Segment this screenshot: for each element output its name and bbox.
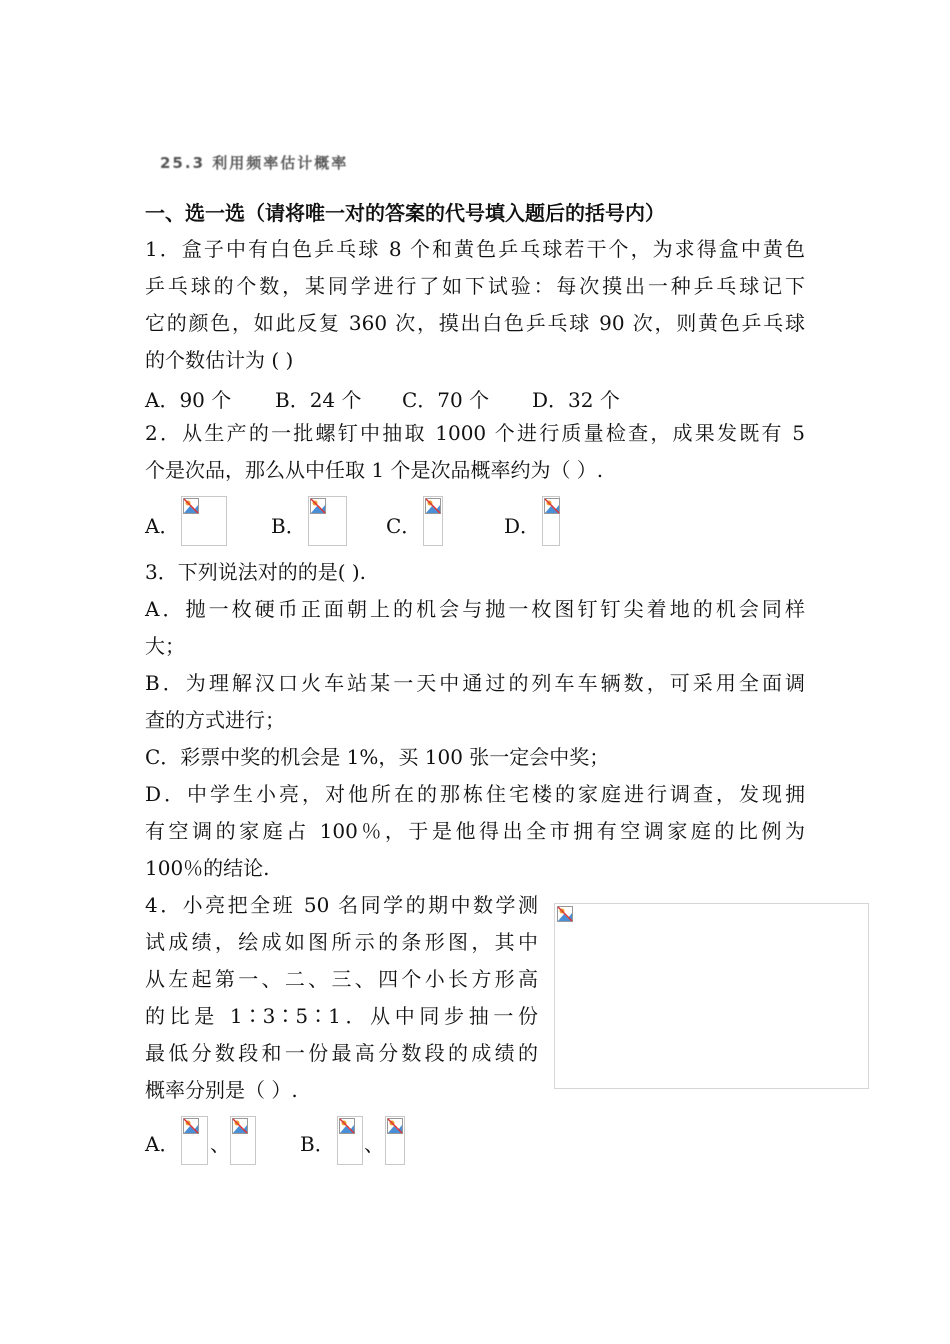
q4-option-b-formula-image-2	[385, 1116, 405, 1165]
q1-option-a: A．90 个	[145, 388, 232, 412]
q4-option-b: B．	[300, 1132, 335, 1156]
q3-line-8: 100％的结论.	[145, 856, 270, 880]
q1-line-1: 1．盒子中有白色乒乓球 8 个和黄色乒乓球若干个，为求得盒中黄色	[145, 237, 805, 261]
broken-image-icon	[557, 906, 573, 922]
q4-option-a-formula-image-2	[230, 1116, 256, 1165]
broken-image-icon	[183, 498, 199, 514]
q4-option-b-separator: 、	[364, 1132, 384, 1156]
q2-option-a: A．	[145, 514, 180, 538]
q3-line-7: 有空调的家庭占 100％，于是他得出全市拥有空调家庭的比例为	[145, 819, 805, 843]
q4-option-b-formula-image-1	[337, 1116, 363, 1165]
q2-option-c: C．	[386, 514, 422, 538]
q2-option-c-formula-image	[423, 496, 443, 546]
broken-image-icon	[339, 1118, 355, 1134]
q1-option-c: C．70 个	[402, 388, 490, 412]
q4-option-a-separator: 、	[210, 1132, 230, 1156]
q3-line-6: D．中学生小亮，对他所在的那栋住宅楼的家庭进行调查，发现拥	[145, 782, 805, 806]
q2-line-2: 个是次品，那么从中任取 1 个是次品概率约为（ ）.	[145, 458, 604, 482]
q3-line-1: A．抛一枚硬币正面朝上的机会与抛一枚图钉钉尖着地的机会同样	[145, 597, 805, 621]
q4-option-a: A．	[145, 1132, 180, 1156]
broken-image-icon	[387, 1118, 403, 1134]
q2-option-a-formula-image	[181, 496, 227, 546]
broken-image-icon	[544, 498, 560, 514]
q3-line-5: C．彩票中奖的机会是 1%，买 100 张一定会中奖；	[145, 745, 610, 769]
q2-line-1: 2．从生产的一批螺钉中抽取 1000 个进行质量检查，成果发既有 5	[145, 421, 805, 445]
q4-line-3: 从左起第一、二、三、四个小长方形高	[145, 967, 538, 991]
q4-line-6: 概率分别是（ ）.	[145, 1078, 298, 1102]
q3-line-3: B．为理解汉口火车站某一天中通过的列车车辆数，可采用全面调	[145, 671, 805, 695]
q1-option-d: D．32 个	[532, 388, 620, 412]
broken-image-icon	[310, 498, 326, 514]
q2-option-b-formula-image	[308, 496, 347, 546]
q3-stem: 3．下列说法对的的是( ).	[145, 560, 367, 584]
q3-line-4: 查的方式进行；	[145, 708, 285, 732]
broken-image-icon	[232, 1118, 248, 1134]
q4-option-a-formula-image-1	[181, 1116, 208, 1165]
q3-line-2: 大；	[145, 634, 185, 658]
section-heading: 一、选一选（请将唯一对的答案的代号填入题后的括号内）	[145, 201, 665, 225]
broken-image-icon	[425, 498, 441, 514]
broken-image-icon	[183, 1118, 199, 1134]
q2-option-d-formula-image	[542, 496, 560, 546]
q4-line-5: 最低分数段和一份最高分数段的成绩的	[145, 1041, 538, 1065]
q4-line-2: 试成绩，绘成如图所示的条形图，其中	[145, 930, 538, 954]
q1-line-4: 的个数估计为 ( )	[145, 348, 294, 372]
q1-line-2: 乒乓球的个数，某同学进行了如下试验：每次摸出一种乒乓球记下	[145, 274, 805, 298]
q2-option-d: D．	[504, 514, 541, 538]
q1-option-b: B．24 个	[275, 388, 362, 412]
q2-option-b: B．	[271, 514, 306, 538]
q4-bar-chart-image	[554, 903, 869, 1089]
q1-line-3: 它的颜色，如此反复 360 次，摸出白色乒乓球 90 次，则黄色乒乓球	[145, 311, 805, 335]
section-header-image: 25.3 利用频率估计概率	[160, 154, 349, 172]
q4-line-4: 的比是 1∶3∶5∶1．从中同步抽一份	[145, 1004, 538, 1028]
q4-line-1: 4．小亮把全班 50 名同学的期中数学测	[145, 893, 538, 917]
